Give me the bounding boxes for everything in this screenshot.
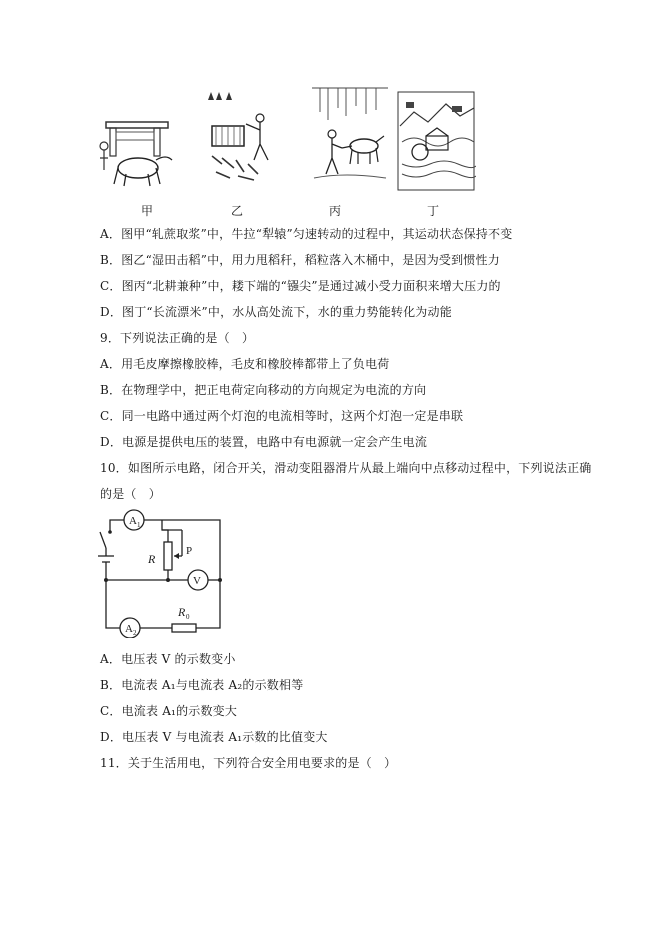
ammeter-a1-subscript: 1 bbox=[137, 521, 141, 529]
caption-jia: 甲 bbox=[140, 204, 153, 218]
ammeter-a1-label: A bbox=[129, 515, 137, 527]
q9-option-a: A．用毛皮摩擦橡胶棒，毛皮和橡胶棒都带上了负电荷 bbox=[100, 357, 390, 371]
illustration-row bbox=[96, 86, 476, 196]
figure-jia-ox-press bbox=[96, 86, 176, 191]
q9-stem: 9．下列说法正确的是（ ） bbox=[100, 331, 255, 345]
ammeter-a2-label: A bbox=[125, 623, 133, 635]
q10-option-b: B．电流表 A₁与电流表 A₂的示数相等 bbox=[100, 678, 304, 692]
resistor-r0-subscript: 0 bbox=[186, 613, 190, 621]
resistor-r-label: R bbox=[148, 552, 156, 566]
figure-ding-water-mill bbox=[396, 86, 476, 191]
figure-bing-plowing bbox=[310, 86, 390, 191]
figure-yi-threshing bbox=[202, 86, 282, 191]
q8-option-c: C．图丙“北耕兼种”中，耧下端的“镪尖”是通过减小受力面积来增大压力的 bbox=[100, 279, 501, 293]
q10-circuit-diagram bbox=[96, 506, 231, 638]
q10-stem-line2: 的是（ ） bbox=[100, 487, 162, 501]
q10-stem-line1: 10．如图所示电路，闭合开关，滑动变阻器滑片从最上端向中点移动过程中，下列说法正确 bbox=[100, 461, 592, 475]
q10-option-d: D．电压表 V 与电流表 A₁示数的比值变大 bbox=[100, 730, 328, 744]
q9-option-b: B．在物理学中，把正电荷定向移动的方向规定为电流的方向 bbox=[100, 383, 427, 397]
caption-bing: 丙 bbox=[328, 204, 341, 218]
ammeter-a2-subscript: 2 bbox=[133, 629, 137, 637]
q8-option-a: A．图甲“轧蔗取浆”中，牛拉“犁辕”匀速转动的过程中，其运动状态保持不变 bbox=[100, 227, 513, 241]
q11-stem: 11．关于生活用电，下列符合安全用电要求的是（ ） bbox=[100, 756, 397, 770]
slider-p-label: P bbox=[186, 545, 193, 557]
q8-option-d: D．图丁“长流漂米”中，水从高处流下，水的重力势能转化为动能 bbox=[100, 305, 452, 319]
caption-ding: 丁 bbox=[426, 204, 439, 218]
caption-yi: 乙 bbox=[230, 204, 243, 218]
q9-option-c: C．同一电路中通过两个灯泡的电流相等时，这两个灯泡一定是串联 bbox=[100, 409, 464, 423]
voltmeter-v-label: V bbox=[193, 575, 201, 587]
q9-option-d: D．电源是提供电压的装置，电路中有电源就一定会产生电流 bbox=[100, 435, 428, 449]
resistor-r0-label: R bbox=[178, 605, 186, 619]
q8-option-b: B．图乙“湿田击稻”中，用力甩稻秆，稻粒落入木桶中，是因为受到惯性力 bbox=[100, 253, 500, 267]
q10-option-c: C．电流表 A₁的示数变大 bbox=[100, 704, 238, 718]
q10-option-a: A．电压表 V 的示数变小 bbox=[100, 652, 236, 666]
